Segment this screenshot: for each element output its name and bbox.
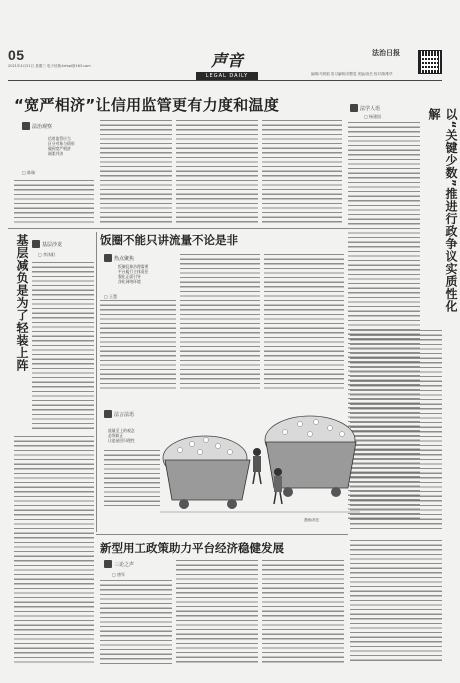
cartoon-credit: 漫画/高岳 <box>304 518 320 522</box>
article-text-block <box>262 120 342 224</box>
column-icon <box>104 560 112 568</box>
article-text-block <box>14 180 94 224</box>
column-icon <box>22 122 30 130</box>
byline-main: □ 陈瑞 <box>22 170 36 175</box>
article-text-block <box>100 580 172 664</box>
column-icon <box>32 240 40 248</box>
article-text-block <box>176 560 258 664</box>
qr-code-icon <box>418 50 442 74</box>
column-label-faxue: 法学人语 <box>350 104 380 112</box>
figure-left <box>253 448 261 484</box>
cartoon-illustration <box>160 400 360 525</box>
byline-left: □ 李沐阳 <box>38 252 56 257</box>
food-headline: 饭圈不能只讲流量不论是非 <box>100 233 238 247</box>
figure-right <box>274 468 282 504</box>
article-text-block <box>100 300 176 390</box>
byline-platform: □ 唐军 <box>112 572 126 577</box>
section-title: 声音 <box>210 51 243 70</box>
right-vertical-headline: 以“关键少数”推进行政争议实质性化解 <box>427 108 458 313</box>
column-label-jiceng: 基层沙龙 <box>32 240 62 248</box>
editor-credits: 编辑/马树娟 见习编辑/刘慧雯 美编/高岳 校对/陈维华 <box>311 72 393 76</box>
column-label-fazhi: 法治观察 <box>22 122 52 130</box>
article-text-block <box>262 560 344 664</box>
article-text-block <box>32 262 94 432</box>
page-number: 05 <box>8 47 25 63</box>
mine-cart-left <box>163 436 250 509</box>
column-label-xianhua: 法言法语 <box>104 410 134 418</box>
article-text-block <box>350 540 442 664</box>
article-text-block <box>14 436 94 664</box>
pull-quote-main: 信用监管应当 区分对象与情形 做到宽严相济 刚柔并济 <box>48 136 75 156</box>
platform-headline: 新型用工政策助力平台经济稳健发展 <box>100 541 284 555</box>
section-subtitle: LEGAL DAILY <box>196 72 258 80</box>
section-divider <box>8 228 348 229</box>
article-text-block <box>176 120 258 224</box>
byline-food: □ 王慧 <box>104 294 118 299</box>
paper-name: 法治日报 <box>372 48 400 57</box>
column-label-sanlun: 三论之声 <box>104 560 134 568</box>
article-text-block <box>100 120 172 224</box>
main-headline: “宽严相济”让信用监管更有力度和温度 <box>14 96 280 114</box>
byline-right: □ 杨建国 <box>364 114 382 119</box>
pull-quote-cartoon: 流量至上的观念 必须纠正 让追星回归理性 <box>108 428 135 443</box>
section-banner <box>196 48 258 80</box>
article-text-block <box>264 254 344 390</box>
column-icon <box>104 254 112 262</box>
left-vertical-headline: 基层减负是为了轻装上阵 <box>15 234 29 372</box>
article-text-block <box>104 450 160 506</box>
column-divider <box>96 232 97 532</box>
column-label-redian: 热点聚焦 <box>104 254 134 262</box>
masthead-rule <box>8 80 442 81</box>
column-icon <box>350 104 358 112</box>
article-text-block <box>180 254 260 390</box>
column-icon <box>104 410 112 418</box>
article-text-block <box>350 330 442 530</box>
section-divider <box>96 534 348 535</box>
dateline: 2021年4月21日 星期三 电子信箱:fzrbpl@163.com <box>8 64 91 68</box>
pull-quote-food: 饭圈乱象治理需要 平台履行主体责任 强化正面引导 净化网络环境 <box>118 264 149 284</box>
